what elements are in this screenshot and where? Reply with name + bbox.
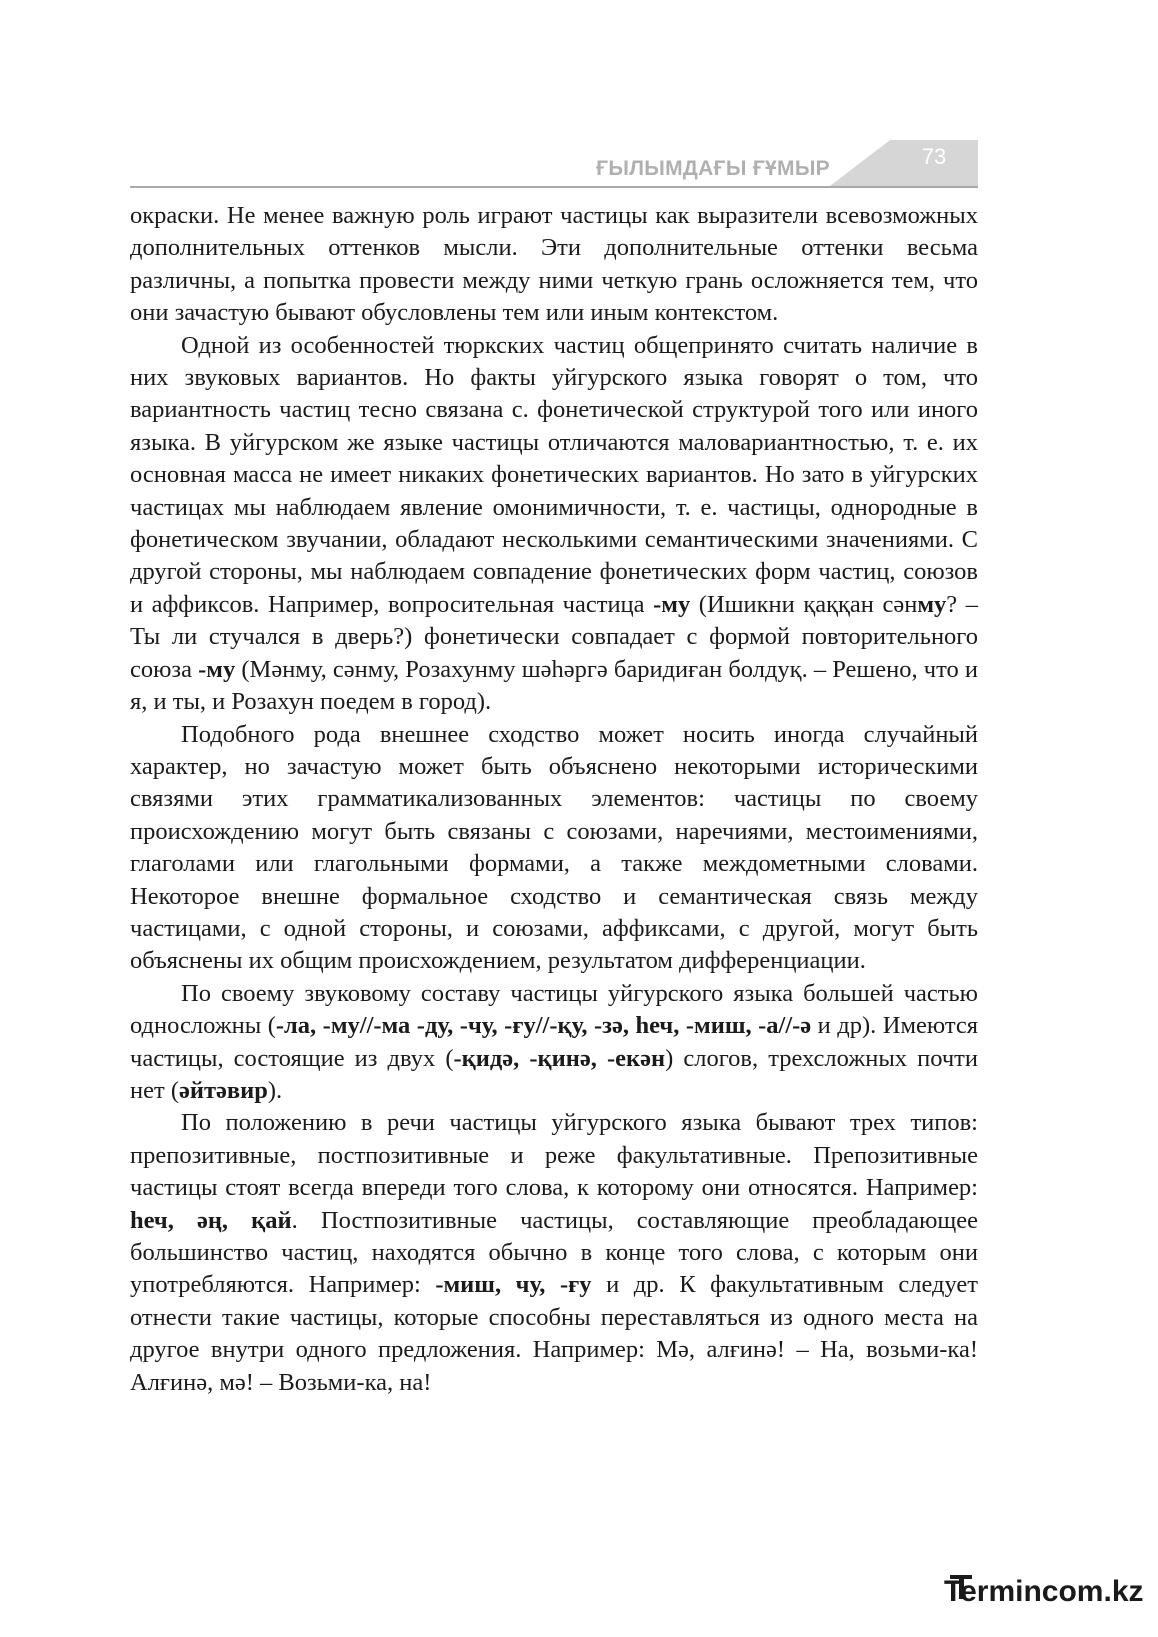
- bold-term: -му: [198, 655, 236, 683]
- bold-term: әйтәвир: [178, 1076, 268, 1104]
- paragraph: [130, 1107, 978, 1399]
- text-run: Подобного рода внешнее сходство может носить иногда случайный характер, но зачастую может быть объяснено некоторыми историческими связями этих грамматикализованных элементов: частицы по своему происхождению могут быть связаны с союзами, наречиями, местоимениями, глаголами или глагольными формами, а также междометными словами. Некоторое внешне формальное сходство и семантическая связь между частицами, с одной стороны, и союзами, аффиксами, с другой, могут быть объяснены их общим происхождением, результатом дифференциации.: [130, 720, 978, 975]
- watermark: [944, 1575, 1144, 1609]
- bold-term: -ла, -му//-ма -ду, -чу, -ғу//-қу, -зә, һеч, -миш, -а//-ә: [275, 1012, 812, 1040]
- paragraph: [130, 200, 978, 330]
- text-run: ).: [267, 1076, 283, 1104]
- running-title: ҒЫЛЫМДАҒЫ ҒҰМЫР: [596, 157, 830, 180]
- bold-term: һеч, әң, қай: [130, 1206, 292, 1234]
- text-run: По положению в речи частицы уйгурского языка бывают трех типов: препозитивные, постпозитивные и реже факультативные. Препозитивные частицы стоят всегда впереди того слова, к которому они относятся. Например:: [130, 1109, 978, 1202]
- text-run: (Мәнму, сәнму, Розахунму шәһәргә баридиған болдуқ. – Решено, что и я, и ты, и Розахун поедем в город).: [130, 655, 978, 716]
- body-text: [130, 200, 978, 1399]
- watermark-text: Termincom.kz: [944, 1575, 1144, 1608]
- text-run: ? – Ты ли стучался в дверь?) фонетически совпадает с формой повторительного союза: [130, 590, 978, 683]
- text-run: ) слогов, трехсложных почти нет (: [130, 1044, 978, 1104]
- header-rule: [130, 186, 978, 188]
- bold-term: -қидә, -қинә, -екән: [453, 1044, 666, 1072]
- text-run: . Постпозитивные частицы, составляющие преобладающее большинство частиц, находятся обычно в конце того слова, с которым они употребляются. Например:: [130, 1206, 978, 1299]
- text-run: окраски. Не менее важную роль играют частицы как выразители всевозможных дополнительных оттенков мысли. Эти дополнительные оттенки весьма различны, а попытка провести между ними четкую грань осложняется тем, что они зачастую бывают обусловлены тем или иным контекстом.: [130, 202, 978, 327]
- text-run: По своему звуковому составу частицы уйгурского языка большей частью односложны (: [130, 979, 978, 1040]
- text-run: Одной из особенностей тюркских частиц общепринято считать наличие в них звуковых вариантов. Но факты уйгурского языка говорят о том, что вариантность частиц тесно связана с. фонетической структурой того или иного языка. В уйгурском же языке частицы отличаются маловариантностью, т. е. их основная масса не имеет никаких фонетических вариантов. Но зато в уйгурских частицах мы наблюдаем явление омонимичности, т. е. частицы, однородные в фонетическом звучании, обладают несколькими семантическими значениями. С другой стороны, мы наблюдаем совпадение фонетических форм частиц, союзов и аффиксов. Например, вопросительная частица: [130, 331, 978, 618]
- text-run: и др). Имеются частицы, состоящие из двух (: [130, 1012, 978, 1072]
- paragraph: [130, 330, 978, 719]
- bold-term: -му: [653, 590, 691, 618]
- bold-term: му: [917, 590, 947, 618]
- header-wedge: [830, 140, 890, 186]
- paragraph: [130, 978, 978, 1108]
- paragraph: [130, 719, 978, 978]
- text-run: (Ишикни қаққан сән: [690, 590, 918, 618]
- text-run: и др. К факультативным следует отнести такие частицы, которые способны переставляться из одного места на другое внутри одного предложения. Например: Мә, алғинә! – На, возьми-ка! Алғинә, мә! – Возьми-ка, на!: [130, 1271, 978, 1396]
- bold-term: -миш, чу, -ғу: [435, 1271, 592, 1299]
- page-number: 73: [921, 144, 947, 169]
- running-header: [130, 140, 978, 188]
